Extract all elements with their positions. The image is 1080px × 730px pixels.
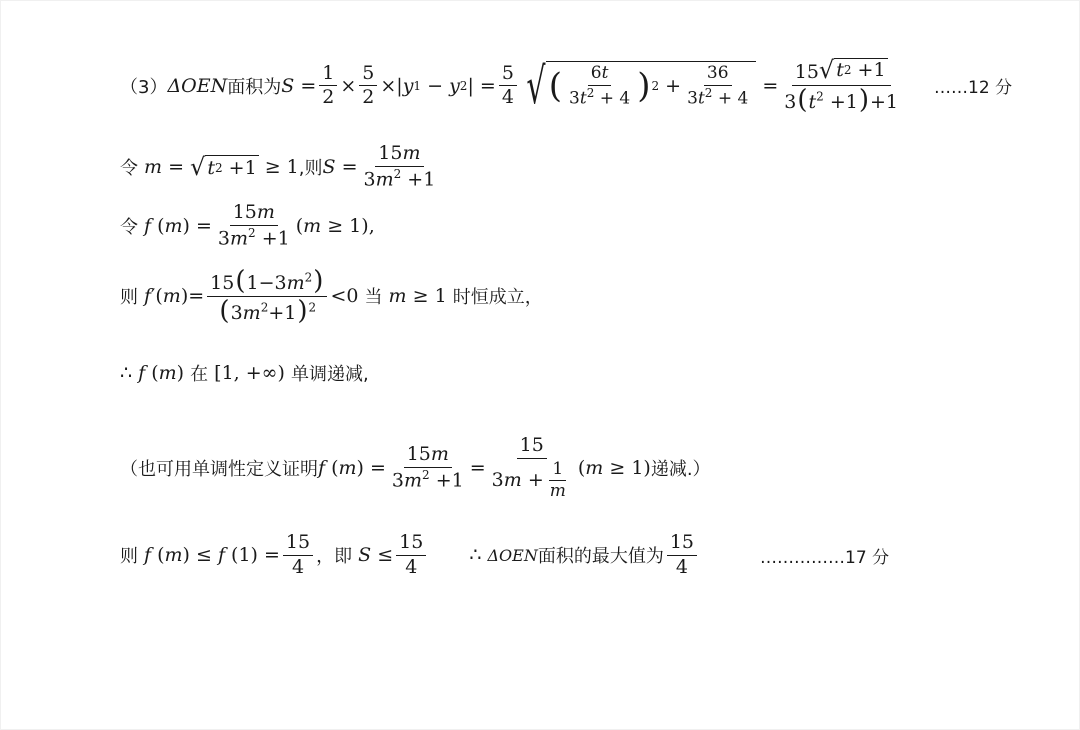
function-definition-line: 令 f ( m ) = $\frac{15m}{3m^2 +1}$ ( m ≥ 1 ),	[120, 201, 375, 250]
triangle-label-2: ΔOEN	[487, 545, 538, 565]
ling-text-2: 令	[120, 217, 138, 238]
ze-text: 则	[120, 287, 138, 309]
monotonic-line: ∴ f ( m ) 在 [1, +∞) 单调递减,	[120, 362, 369, 385]
therefore-symbol: ∴	[120, 362, 133, 384]
conclusion-line: 则 f ( m ) ≤ f (1) = $\frac{15}{4}$ ，即 S ≤ $\frac{15}{4}$ ∴ ΔOEN 面积的最大值为 $\frac{15}{4}$ ……………17 分	[120, 531, 890, 578]
math-S: S	[281, 74, 295, 97]
part-label: （3）	[120, 76, 168, 98]
dang-text: 当	[364, 287, 383, 309]
always-holds-text: 时恒成立，	[452, 287, 543, 309]
alt-proof-text: （也可用单调性定义证明	[120, 459, 318, 481]
therefore-symbol-2: ∴	[469, 544, 482, 567]
decreasing-text: 单调递减,	[290, 364, 369, 385]
triangle-label: ΔOEN	[167, 74, 228, 97]
ze-text-2: 则	[120, 546, 138, 568]
area-text: 面积为	[227, 76, 282, 98]
max-value-text: 面积的最大值为	[537, 546, 664, 568]
ji-text: ，即	[316, 546, 353, 568]
substitution-line: 令 m = √ t 2 +1 ≥ 1 ,则 S = $\frac{15m}{3m^2 +1}$	[120, 142, 436, 191]
sqrt-expression: √ ( $\frac{6t}{3t^2 + 4}$ ) 2 + $\frac{36}{3t^2 + 4}$	[520, 61, 756, 111]
fraction-five-half: $\frac{5}{2}$	[359, 63, 377, 110]
score-17: ……………17 分	[760, 547, 890, 568]
alternative-proof-line: （也可用单调性定义证明 f ( m ) = $\frac{15m}{3m^2 +1}$ = 15 3m + $\frac{1}{m}$ ( m ≥ 1) 递减.）	[120, 434, 711, 502]
derivative-line: 则 f ′( m )= $\frac{15(1-3m^2)}{(3m^2+1)^2}$ <0 当 m ≥ 1 时恒成立，	[120, 266, 543, 326]
area-formula-line: （3） ΔOEN 面积为 S = $\frac{1}{2}$ × $\frac{5}{2}$ ×| y 1 − y 2 | = $\frac{5}{4}$ √ ( $\frac{6t}{3t^2 + 4}$ ) 2 + $\frac{36}{3t^2 + 4}$ = 15 √ t 2 +1 $3(t^2 +1)+1$ ……12 分	[120, 56, 1013, 115]
ling-text: 令	[120, 158, 138, 179]
fraction-five-quarter: $\frac{5}{4}$	[499, 63, 517, 110]
fraction-half: $\frac{1}{2}$	[319, 63, 337, 110]
score-12: ……12 分	[934, 78, 1013, 99]
fraction-result: 15 √ t 2 +1 $3(t^2 +1)+1$	[784, 56, 899, 115]
then-text: ,则	[298, 158, 323, 179]
alt-proof-end: 递减.）	[650, 459, 711, 481]
zai-text: 在	[190, 364, 209, 385]
domain-end: ),	[361, 215, 375, 237]
